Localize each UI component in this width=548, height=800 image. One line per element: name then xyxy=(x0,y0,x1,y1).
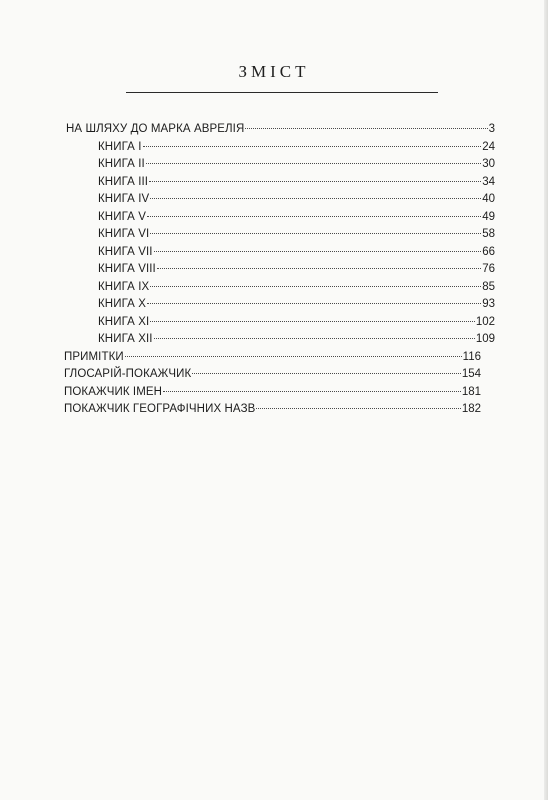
toc-entry-page: 116 xyxy=(462,350,481,363)
toc-entry-page: 58 xyxy=(482,228,495,240)
toc-dot-leader xyxy=(163,379,461,395)
toc-entry-page: 154 xyxy=(461,368,481,380)
toc-entry[interactable] xyxy=(64,361,481,380)
toc-entry[interactable] xyxy=(98,309,495,328)
toc-entry-label: КНИГА ХІ xyxy=(98,315,150,328)
toc-entry-label: ГЛОСАРІЙ-ПОКАЖЧИК xyxy=(64,368,192,380)
toc-entry[interactable] xyxy=(98,221,495,240)
toc-dot-leader xyxy=(150,274,481,290)
toc-entry-page: 40 xyxy=(482,193,495,205)
toc-entry-label: КНИГА ІХ xyxy=(98,280,150,293)
toc-entry[interactable] xyxy=(66,116,495,135)
toc-entry-label: ПРИМІТКИ xyxy=(64,350,124,363)
toc-entry-page: 102 xyxy=(475,315,495,328)
toc-dot-leader xyxy=(147,291,481,307)
toc-entry-page: 85 xyxy=(482,280,495,293)
toc-entry-label: ПОКАЖЧИК ГЕОГРАФІЧНИХ НАЗВ xyxy=(64,403,256,415)
toc-dot-leader xyxy=(256,396,460,412)
toc-dot-leader xyxy=(150,221,481,237)
toc-dot-leader xyxy=(146,151,481,167)
toc-entry-page: 181 xyxy=(461,385,481,398)
toc-entry-page: 76 xyxy=(482,263,495,275)
page-title: ЗМІСТ xyxy=(238,62,310,81)
toc-dot-leader xyxy=(143,134,482,150)
toc-entry-label: КНИГА Х xyxy=(98,298,146,310)
title-underline xyxy=(126,92,438,93)
toc-entry[interactable] xyxy=(98,134,495,153)
toc-entry[interactable] xyxy=(98,204,495,223)
toc-entry[interactable] xyxy=(64,379,481,398)
toc-dot-leader xyxy=(192,361,461,377)
toc-dot-leader xyxy=(154,326,475,342)
page-edge xyxy=(544,0,548,800)
toc-entry[interactable] xyxy=(98,169,495,188)
toc-dot-leader xyxy=(149,169,481,185)
toc-entry-label: КНИГА VIII xyxy=(98,263,156,275)
toc-dot-leader xyxy=(245,116,487,132)
toc-dot-leader xyxy=(125,344,462,360)
toc-entry-label: КНИГА VI xyxy=(98,228,150,240)
toc-entry[interactable] xyxy=(98,274,495,293)
toc-entry-label: ПОКАЖЧИК ІМЕН xyxy=(64,385,163,398)
toc-entry-page: 30 xyxy=(482,158,495,170)
toc-entry-page: 24 xyxy=(482,140,495,153)
toc-entry-page: 49 xyxy=(482,210,495,223)
toc-entry-page: 182 xyxy=(461,403,481,415)
toc-entry[interactable] xyxy=(98,151,495,170)
toc-dot-leader xyxy=(150,186,481,202)
toc-entry[interactable] xyxy=(98,291,495,310)
toc-entry-page: 109 xyxy=(475,333,495,345)
toc-entry-label: КНИГА І xyxy=(98,140,142,153)
toc-entry-label: КНИГА V xyxy=(98,210,146,223)
toc-dot-leader xyxy=(147,204,481,220)
toc-dot-leader xyxy=(157,256,481,272)
toc-entry-label: КНИГА VII xyxy=(98,245,153,258)
toc-entry[interactable] xyxy=(98,326,495,345)
toc-dot-leader xyxy=(154,239,482,255)
toc-entry-label: НА ШЛЯХУ ДО МАРКА АВРЕЛІЯ xyxy=(66,123,245,135)
toc-entry[interactable] xyxy=(98,256,495,275)
toc-entry[interactable] xyxy=(98,186,495,205)
toc-dot-leader xyxy=(150,309,475,325)
toc-entry-label: КНИГА ХІІ xyxy=(98,333,153,345)
toc-entry[interactable] xyxy=(64,344,481,363)
toc-entry-page: 3 xyxy=(488,123,495,135)
toc-entry-label: КНИГА ІІ xyxy=(98,158,145,170)
toc-entry-page: 34 xyxy=(482,175,495,188)
toc-entry-page: 66 xyxy=(482,245,495,258)
toc-entry-label: КНИГА ІІІ xyxy=(98,175,149,188)
toc-entry-label: КНИГА IV xyxy=(98,193,150,205)
toc-entry[interactable] xyxy=(98,239,495,258)
toc-entry[interactable] xyxy=(64,396,481,415)
toc-entry-page: 93 xyxy=(482,298,495,310)
